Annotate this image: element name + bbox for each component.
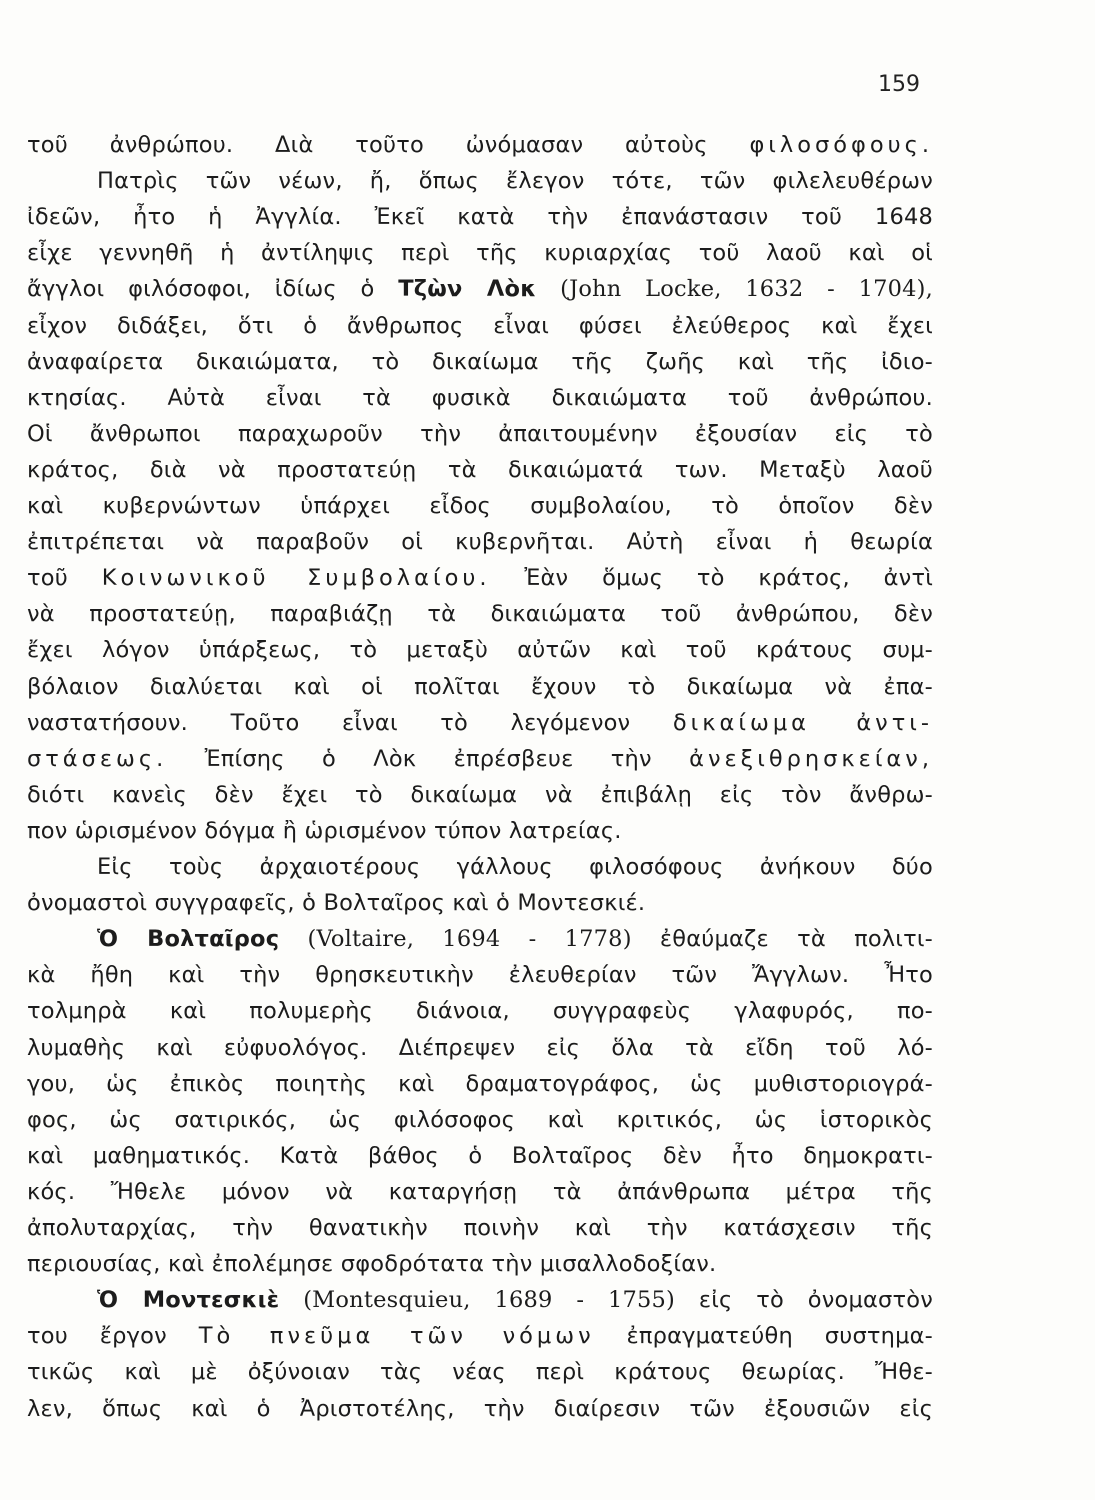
text-line (27, 816, 933, 846)
text-segment: καὶ μαθηματικός. Κατὰ βάθος ὁ Βολταῖρος δὲν ἦτο δημοκρατι- (27, 1142, 933, 1169)
text-line (27, 1357, 933, 1387)
text-segment: ἐπραγματεύθη συστημα- (594, 1323, 933, 1350)
text-segment: ὀνομαστοὶ συγγραφεῖς, ὁ Βολταῖρος καὶ ὁ Μοντεσκιέ. (27, 890, 646, 917)
text-segment-spaced: στάσεως. (27, 745, 168, 772)
text-segment: ἀπολυταρχίας, τὴν θανατικὴν ποινὴν καὶ τὴν κατάσχεσιν τῆς (27, 1215, 933, 1241)
text-segment: λυμαθὴς καὶ εὐφυολόγος. Διέπρεψεν εἰς ὅλα τὰ εἴδη τοῦ λό- (27, 1034, 933, 1061)
text-segment: Εἰς τοὺς ἀρχαιοτέρους γάλλους φιλοσόφους ἀνήκουν δύο (97, 854, 933, 880)
text-line (27, 888, 933, 918)
text-segment: ἄγγλοι φιλόσοφοι, ἰδίως ὁ (27, 276, 399, 303)
text-line (27, 996, 933, 1026)
text-line (27, 1321, 933, 1351)
text-segment: φος, ὡς σατιρικός, ὡς φιλόσοφος καὶ κριτικός, ὡς ἱστορικὸς (27, 1106, 933, 1133)
text-line (27, 672, 933, 702)
text-line (27, 1249, 933, 1279)
text-segment-spaced: Τὸ πνεῦμα τῶν νόμων (198, 1323, 595, 1350)
text-line (97, 852, 933, 882)
text-segment: λεν, ὅπως καὶ ὁ Ἀριστοτέλης, τὴν διαίρεσιν τῶν ἐξουσιῶν εἰς (27, 1395, 933, 1422)
text-segment-spaced: ἀνεξιθρησκείαν, (689, 745, 933, 772)
text-segment: κός. Ἤθελε μόνον νὰ καταργήσῃ τὰ ἀπάνθρωπα μέτρα τῆς (27, 1178, 933, 1205)
text-segment: τολμηρὰ καὶ πολυμερὴς διάνοια, συγγραφεὺς γλαφυρός, πο- (27, 998, 933, 1025)
text-line (27, 1213, 933, 1243)
text-segment: Ἐὰν ὅμως τὸ κράτος, ἀντὶ (490, 565, 934, 592)
text-line (27, 1394, 933, 1424)
text-segment: πον ὡρισμένον δόγμα ἢ ὡρισμένον τύπον λατρείας. (27, 817, 622, 844)
text-line (27, 274, 933, 304)
text-segment: τοῦ ἀνθρώπου. Διὰ τοῦτο ὠνόμασαν αὐτοὺς (27, 132, 750, 158)
text-line (97, 1285, 933, 1315)
page-number: 159 (878, 72, 920, 97)
text-segment: τικῶς καὶ μὲ ὀξύνοιαν τὰς νέας περὶ κράτους θεωρίας. Ἤθε- (27, 1359, 933, 1386)
text-segment: περιουσίας, καὶ ἐπολέμησε σφοδρότατα τὴν μισαλλοδοξίαν. (27, 1251, 717, 1278)
text-segment: κὰ ἤθη καὶ τὴν θρησκευτικὴν ἐλευθερίαν τῶν Ἄγγλων. Ἦτο (27, 962, 933, 989)
text-segment: εἶχε γεννηθῆ ἡ ἀντίληψις περὶ τῆς κυριαρχίας τοῦ λαοῦ καὶ οἱ (27, 240, 933, 267)
text-line (27, 311, 933, 341)
text-segment-spaced: Κοινωνικοῦ Συμβολαίου. (101, 565, 491, 592)
text-line (27, 708, 933, 738)
text-line (27, 527, 933, 557)
text-line (27, 130, 933, 160)
text-segment: του ἔργον (27, 1323, 199, 1350)
text-line (97, 924, 933, 954)
text-segment-serif: (Voltaire, 1694 - 1778) (279, 926, 632, 953)
text-segment-serif: (John Locke, 1632 - 1704), (536, 276, 933, 303)
text-segment-spaced: δικαίωμα ἀντι- (672, 709, 934, 736)
text-segment: κτησίας. Αὐτὰ εἶναι τὰ φυσικὰ δικαιώματα τοῦ ἀνθρώπου. (27, 384, 933, 411)
text-segment: Οἱ ἄνθρωποι παραχωροῦν τὴν ἀπαιτουμένην ἐξουσίαν εἰς τὸ (27, 420, 933, 447)
text-line (27, 563, 933, 593)
text-segment: τοῦ (27, 565, 102, 592)
text-segment: ἐθαύμαζε τὰ πολιτι- (631, 926, 933, 953)
text-line (27, 1105, 933, 1135)
text-segment: εἰς τὸ ὀνομαστὸν (675, 1287, 933, 1314)
text-line (27, 491, 933, 521)
text-line (27, 202, 933, 232)
text-line (27, 744, 933, 774)
text-line (27, 599, 933, 629)
text-segment: βόλαιον διαλύεται καὶ οἱ πολῖται ἔχουν τὸ δικαίωμα νὰ ἐπα- (27, 673, 933, 700)
text-line (27, 455, 933, 485)
text-segment-spaced: φιλοσόφους. (749, 132, 933, 158)
text-segment-serif: (Montesquieu, 1689 - 1755) (279, 1287, 676, 1314)
text-segment: Πατρὶς τῶν νέων, ἤ, ὅπως ἔλεγον τότε, τῶν φιλελευθέρων (97, 168, 933, 195)
text-segment-bold: Τζὼν Λὸκ (398, 276, 537, 303)
text-line (27, 780, 933, 810)
text-segment: Ἐπίσης ὁ Λὸκ ἐπρέσβευε τὴν (167, 745, 690, 772)
text-line (27, 1141, 933, 1171)
text-line (27, 635, 933, 665)
text-segment: ἔχει λόγον ὑπάρξεως, τὸ μεταξὺ αὐτῶν καὶ τοῦ κράτους συμ- (27, 637, 933, 664)
text-segment: νὰ προστατεύῃ, παραβιάζῃ τὰ δικαιώματα τοῦ ἀνθρώπου, δὲν (27, 601, 933, 628)
text-segment: διότι κανεὶς δὲν ἔχει τὸ δικαίωμα νὰ ἐπιβάλῃ εἰς τὸν ἄνθρω- (27, 781, 933, 808)
text-segment-bold: Ὁ Βολταῖρος (97, 926, 280, 953)
text-line (27, 347, 933, 377)
text-segment: κράτος, διὰ νὰ προστατεύῃ τὰ δικαιώματά των. Μεταξὺ λαοῦ (27, 456, 933, 483)
text-line (27, 1069, 933, 1099)
text-segment: καὶ κυβερνώντων ὑπάρχει εἶδος συμβολαίου, τὸ ὁποῖον δὲν (27, 493, 933, 519)
text-segment: γου, ὡς ἐπικὸς ποιητὴς καὶ δραματογράφος, ὡς μυθιστοριογρά- (27, 1070, 933, 1097)
text-segment: ναστατήσουν. Τοῦτο εἶναι τὸ λεγόμενον (27, 709, 673, 736)
text-line (27, 419, 933, 449)
text-line (97, 166, 933, 196)
text-segment: ἰδεῶν, ἦτο ἡ Ἀγγλία. Ἐκεῖ κατὰ τὴν ἐπανάστασιν τοῦ 1648 (27, 204, 933, 231)
text-line (27, 1033, 933, 1063)
text-segment: ἐπιτρέπεται νὰ παραβοῦν οἱ κυβερνῆται. Αὐτὴ εἶναι ἡ θεωρία (27, 529, 933, 556)
text-segment-bold: Ὁ Μοντεσκιὲ (97, 1287, 280, 1314)
text-line (27, 960, 933, 990)
text-line (27, 1177, 933, 1207)
text-line (27, 383, 933, 413)
text-segment: εἶχον διδάξει, ὅτι ὁ ἄνθρωπος εἶναι φύσει ἐλεύθερος καὶ ἔχει (27, 312, 933, 339)
text-line (27, 238, 933, 268)
text-segment: ἀναφαίρετα δικαιώματα, τὸ δικαίωμα τῆς ζωῆς καὶ τῆς ἰδιο- (27, 348, 933, 375)
